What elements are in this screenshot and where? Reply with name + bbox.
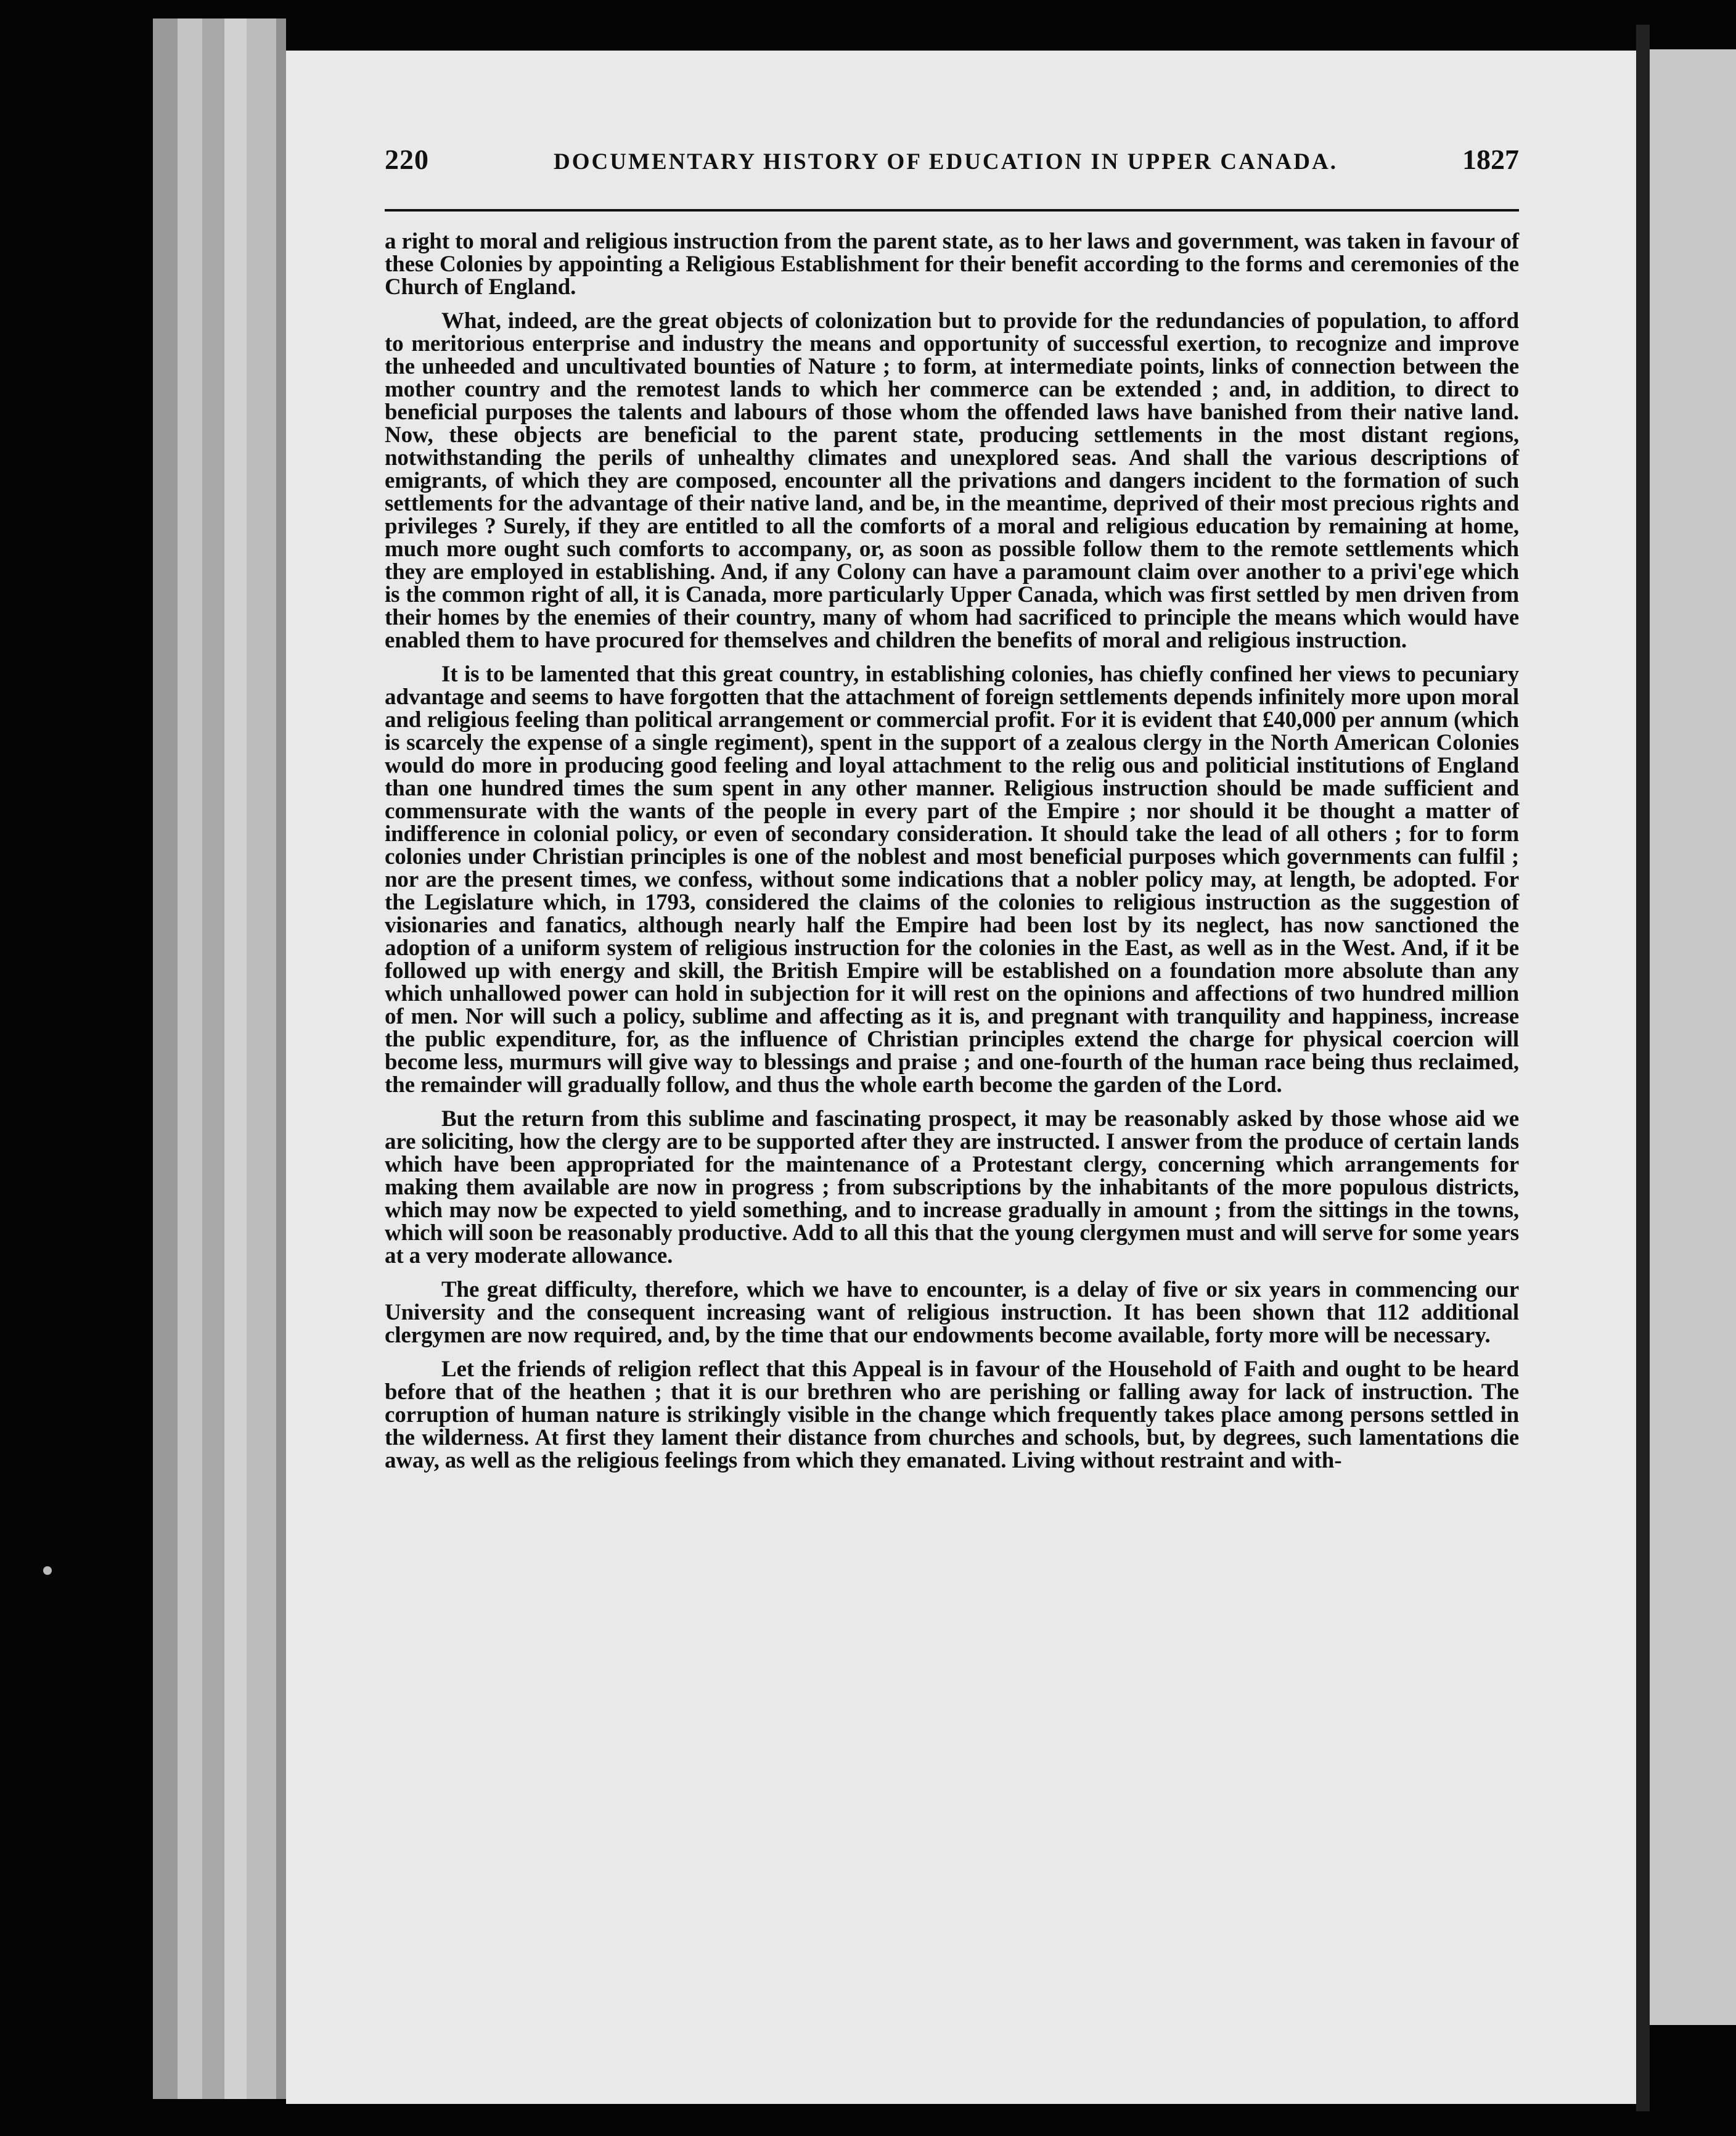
paragraph: But the return from this sublime and fascinating prospect, it may be reasonably asked by those whose aid we are soliciting, how the clergy are to be supported after they are instructed. I answer from the produce of certain lands which have been appropriated for the maintenance of a Protestant clergy, concerning which arrangements for making them available are now in progress ; from subscriptions by the inhabitants of the more populous districts, which may now be expected to yield something, and to increase gradually in amount ; from the sittings in the towns, which will soon be reasonably productive. Add to all this that the young clergymen must and will serve for some years at a very moderate allowance. bbox=[385, 1106, 1519, 1268]
book-page-edge bbox=[247, 18, 276, 2099]
paragraph: It is to be lamented that this great country, in establishing colonies, has chiefly confined her views to pecuniary advantage and seems to have forgotten that the attachment of foreign settlements depends infinitely more upon moral and religious feeling than political arrangement or commercial profit. For it is evident that £40,000 per annum (which is scarcely the expense of a single regiment), spent in the support of a zealous clergy in the North American Colonies would do more in producing good feeling and loyal attachment to the relig ous and politicial institutions of England than one hundred times the sum spent in any other manner. Religious instruction should be made sufficient and commensurate with the wants of the people in every part of the Empire ; nor should it be thought a matter of indifference in colonial policy, or even of secondary consideration. It should take the lead of all others ; for to form colonies under Christian principles is one of the noblest and most beneficial purposes which governments can fulfil ; nor are the present times, we confess, without some indications that a nobler policy may, at length, be adopted. For the Legislature which, in 1793, considered the claims of the colonies to religious instruction as the suggestion of visionaries and fanatics, although nearly half the Empire had been lost by its neglect, has now sanctioned the adoption of a uniform system of religious instruction for the colonies in the East, as well as in the West. And, if it be followed up with energy and skill, the British Empire will be established on a foundation more absolute than any which unhallowed power can hold in subjection for it will rest on the opinions and affections of two hundred million of men. Nor will such a policy, sublime and affecting as it is, and pregnant with tranquility and happiness, increase the public expenditure, for, as the influence of Christian principles extend the charge for physical coercion will become less, murmurs will give way to blessings and praise ; and one-fourth of the human race being thus reclaimed, the remainder will gradually follow, and thus the whole earth become the garden of the Lord. bbox=[385, 662, 1519, 1098]
running-title: DOCUMENTARY HISTORY OF EDUCATION IN UPPER CANADA. bbox=[554, 149, 1338, 175]
book-page-edge bbox=[276, 18, 286, 2099]
scan-speck bbox=[43, 1566, 52, 1575]
book-gutter bbox=[1636, 25, 1650, 2111]
book-page-edge bbox=[153, 18, 178, 2099]
book-page-edge bbox=[224, 18, 247, 2099]
paragraph: What, indeed, are the great objects of colonization but to provide for the redundancies of population, to afford to meritorious enterprise and industry the means and opportunity of successful exertion, to recognize and improve the unheeded and uncultivated bounties of Nature ; to form, at intermediate points, links of connection between the mother country and the remotest lands to which her commerce can be extended ; and, in addition, to direct to beneficial purposes the talents and labours of those whom the offended laws have banished from their native land. Now, these objects are beneficial to the parent state, producing settlements in the most distant regions, notwithstanding the perils of unhealthy climates and unexplored seas. And shall the various descriptions of emigrants, of which they are composed, encounter all the privations and dangers incident to the formation of such settlements for the advantage of their native land, and be, in the meantime, deprived of their most precious rights and privileges ? Surely, if they are entitled to all the comforts of a moral and religious education by remaining at home, much more ought such comforts to accompany, or, as soon as possible follow them to the remote settlements which they are employed in establishing. And, if any Colony can have a paramount claim over another to a privi'ege which is the common right of all, it is Canada, more particularly Upper Canada, which was first settled by men driven from their homes by the enemies of their country, many of whom had sacrificed to principle the means which would have enabled them to have procured for themselves and children the benefits of moral and religious instruction. bbox=[385, 308, 1519, 653]
header-rule bbox=[385, 209, 1519, 212]
paragraph: Let the friends of religion reflect that this Appeal is in favour of the Household of Faith and ought to be heard before that of the heathen ; that it is our brethren who are perishing or falling away for lack of instruction. The corruption of human nature is strikingly visible in the change which frequently takes place among persons settled in the wilderness. At first they lament their distance from churches and schools, but, by degrees, such lamentations die away, as well as the religious feelings from which they emanated. Living without restraint and with- bbox=[385, 1357, 1519, 1473]
book-page-edge bbox=[178, 18, 202, 2099]
page-body bbox=[385, 230, 1519, 1472]
page-header bbox=[385, 143, 1519, 176]
header-year: 1827 bbox=[1462, 144, 1519, 175]
book-page-edge bbox=[202, 18, 224, 2099]
paragraph: The great difficulty, therefore, which we have to encounter, is a delay of five or six years in commencing our University and the consequent increasing want of religious instruction. It has been shown that 112 additional clergymen are now required, and, by the time that our endowments become available, forty more will be necessary. bbox=[385, 1277, 1519, 1348]
paragraph: a right to moral and religious instruction from the parent state, as to her laws and government, was taken in favour of these Colonies by appointing a Religious Establishment for their benefit according to the forms and ceremonies of the Church of England. bbox=[385, 229, 1519, 300]
facing-page-edge bbox=[1650, 49, 1736, 2025]
book-page bbox=[286, 51, 1636, 2104]
page-number: 220 bbox=[385, 144, 429, 175]
